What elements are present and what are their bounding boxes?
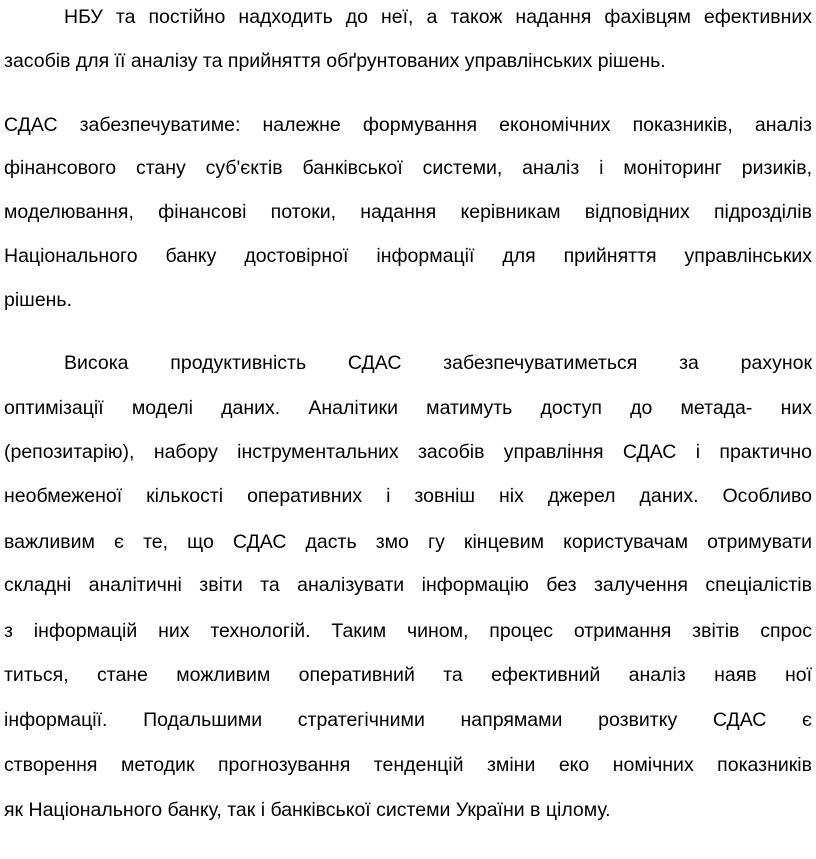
paragraph-3-line-5: важливим є те, що СДАС дасть змо гу кінцевим користувачам отримувати: [4, 531, 812, 553]
paragraph-1-line-1: НБУ та постійно надходить до неї, а також надання фахівцям ефективних: [64, 6, 812, 28]
paragraph-3-line-9: інформації. Подальшими стратегічними напрямами розвитку СДАС є: [4, 709, 812, 731]
paragraph-3-line-3: (репозитарію), набору інструментальних засобів управління СДАС і практично: [4, 441, 812, 463]
paragraph-2-line-1: СДАС забезпечуватиме: належне формування економічних показників, аналіз: [4, 114, 812, 136]
paragraph-2-line-3: моделювання, фінансові потоки, надання керівникам відповідних підрозділів: [4, 201, 812, 223]
paragraph-3-line-6: складні аналітичні звіти та аналізувати інформацію без залучення спеціалістів: [4, 574, 812, 596]
paragraph-3-line-11: як Національного банку, так і банківської системи України в цілому.: [4, 799, 611, 821]
paragraph-3-line-10: створення методик прогнозування тенденцій зміни еко номічних показників: [4, 754, 812, 776]
paragraph-3-line-4: необмеженої кількості оперативних і зовніш ніх джерел даних. Особливо: [4, 485, 812, 507]
paragraph-2-line-2: фінансового стану суб'єктів банківської системи, аналіз і моніторинг ризиків,: [4, 157, 812, 179]
paragraph-3-line-8: титься, стане можливим оперативний та ефективний аналіз наяв ної: [4, 664, 812, 686]
paragraph-3-line-2: оптимізації моделі даних. Аналітики матимуть доступ до метада- них: [4, 397, 812, 419]
paragraph-3-line-7: з інформацій них технологій. Таким чином, процес отримання звітів спрос: [4, 620, 812, 642]
paragraph-1-line-2: засобів для її аналізу та прийняття обґрунтованих управлінських рішень.: [4, 50, 666, 72]
paragraph-3-line-1: Висока продуктивність СДАС забезпечуватиметься за рахунок: [64, 352, 812, 374]
paragraph-2-line-5: рішень.: [4, 289, 73, 311]
paragraph-2-line-4: Національного банку достовірної інформації для прийняття управлінських: [4, 245, 812, 267]
